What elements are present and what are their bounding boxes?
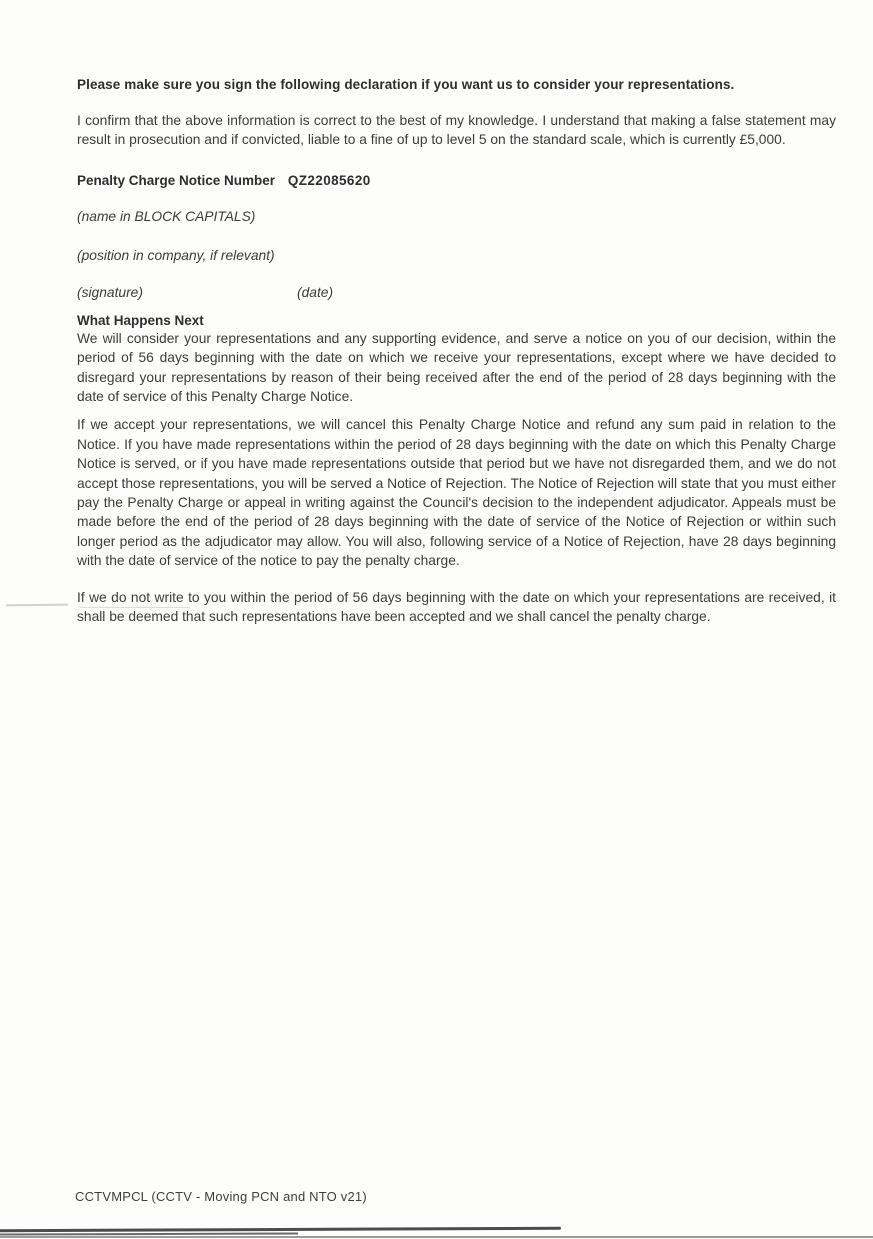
paragraph-accept-or-reject: If we accept your representations, we will cancel this Penalty Charge Notice and refund any sum paid in relation to the Notice. If you have made representations within the period of 28 days beginning with the date on which this Penalty Charge Notice is served, or if you have made representations outside that period but we have not disregarded them, and we do not accept those representations, you will be served a Notice of Rejection. The Notice of Rejection will state that you must either pay the Penalty Charge or appeal in writing against the Council's decision to the independent adjudicator. Appeals must be made before the end of the period of 28 days beginning with the date of service of the Notice of Rejection or within such longer period as the adjudicator may allow. You will also, following service of a Notice of Rejection, have 28 days beginning with the date of service of the notice to pay the penalty charge.: [77, 417, 836, 569]
signature-date-row: [77, 285, 836, 300]
form-reference-code: CCTVMPCL (CCTV - Moving PCN and NTO v21): [75, 1189, 367, 1204]
pcn-number-line: [77, 173, 836, 188]
scan-edge-artifact: [0, 1227, 561, 1232]
declaration-heading: Please make sure you sign the following declaration if you want us to consider your representations.: [77, 77, 735, 92]
confirmation-paragraph: I confirm that the above information is correct to the best of my knowledge. I understand that making a false statement may result in prosecution and if convicted, liable to a fine of up to level 5 on the standard scale, which is currently £5,000.: [77, 113, 836, 148]
paragraph-deemed-accepted: If we do not write to you within the period of 56 days beginning with the date on which your representations are received, it shall be deemed that such representations have been accepted and we shall cancel the penalty charge.: [77, 589, 836, 625]
scan-edge-artifact: [0, 1232, 298, 1235]
document-content: [77, 0, 836, 627]
scan-smudge-artifact: [6, 604, 68, 607]
name-field-label: (name in BLOCK CAPITALS): [77, 208, 256, 224]
date-field-label: (date): [297, 284, 334, 300]
position-field-label: (position in company, if relevant): [77, 247, 275, 263]
what-happens-next-heading: What Happens Next: [77, 312, 204, 328]
pcn-number-value: QZ22085620: [287, 172, 371, 188]
pcn-number-label: Penalty Charge Notice Number: [77, 172, 276, 188]
signature-field-label: (signature): [77, 284, 143, 300]
scan-edge-artifact: [0, 1236, 873, 1238]
paragraph-decision-period: We will consider your representations and any supporting evidence, and serve a notice on you of our decision, within the period of 56 days beginning with the date on which we receive your representations, except where we have decided to disregard your representations by reason of their being received after the end of the period of 28 days beginning with the date of service of this Penalty Charge Notice.: [77, 330, 836, 405]
